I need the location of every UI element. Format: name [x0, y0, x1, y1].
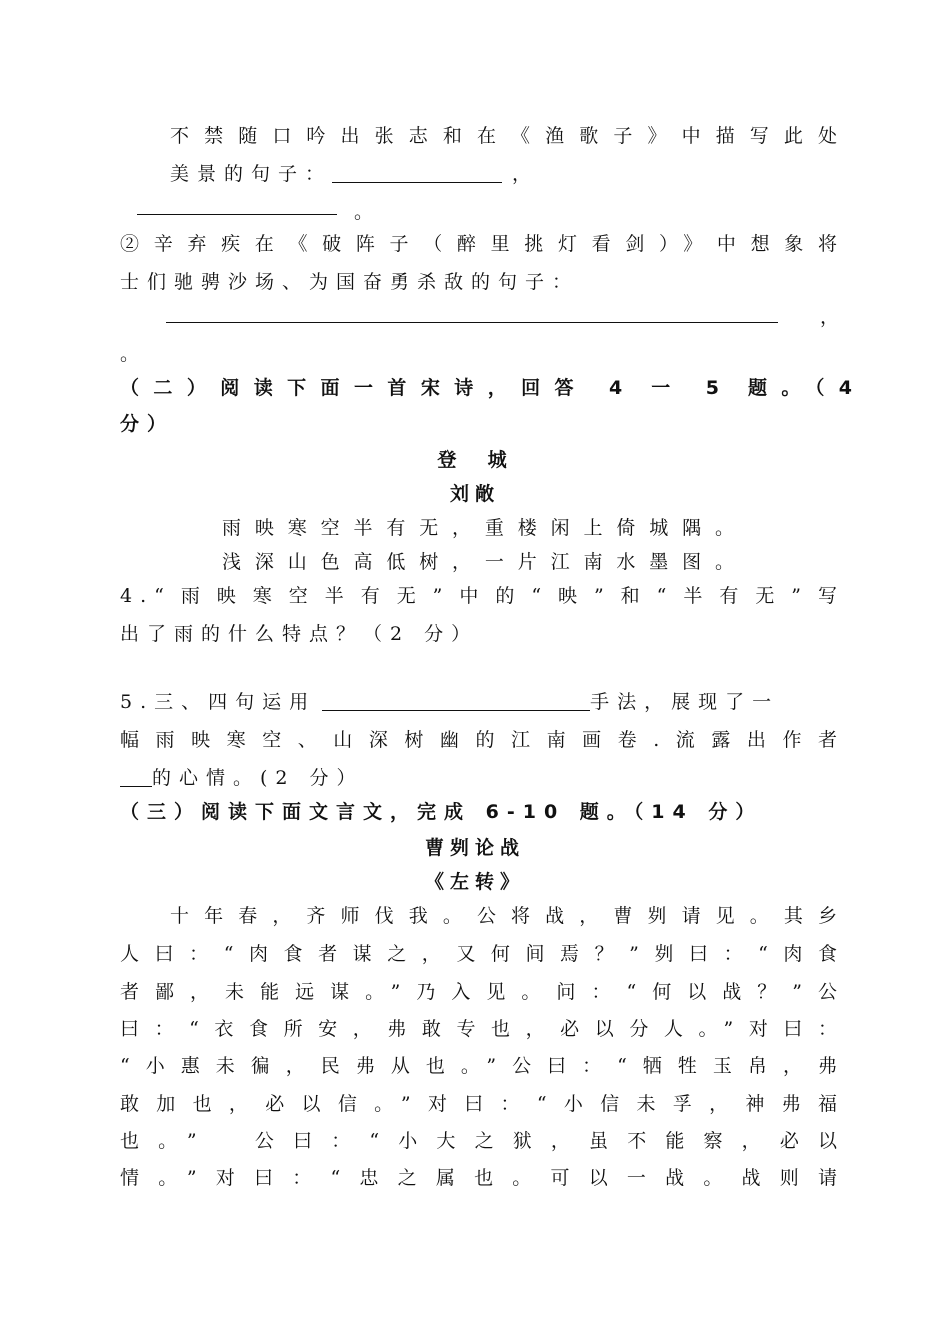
- passage-line-5: “小惠未徧，民弗从也。”公曰：“牺牲玉帛，弗: [120, 1055, 845, 1077]
- text-line-4: ②辛弃疾在《破阵子（醉里挑灯看剑）》中想象将: [120, 233, 845, 255]
- q5-suffix: 手法，展现了一: [590, 691, 780, 713]
- poem-line-2: 浅深山色高低树，一片江南水墨图。: [222, 551, 742, 573]
- poem-line-1: 雨映寒空半有无，重楼闲上倚城隅。: [222, 517, 742, 539]
- poem-title: 登 城: [437, 449, 513, 471]
- question-5-line-2: 幅雨映寒空、山深树幽的江南画卷.流露出作者: [120, 729, 845, 751]
- passage-line-6: 敢加也，必以信。”对曰：“小信未孚，神弗福: [120, 1093, 845, 1115]
- line6-end: ，: [820, 306, 840, 328]
- line3-end: 。: [354, 201, 374, 223]
- question-5-line-1: [120, 688, 845, 716]
- answer-blank-5[interactable]: [120, 766, 152, 787]
- text-line-1: 不禁随口吟出张志和在《渔歌子》中描写此处: [170, 125, 845, 147]
- answer-blank-2[interactable]: [137, 214, 337, 215]
- passage-line-4: 曰：“衣食所安，弗敢专也，必以分人。”对曰：: [120, 1018, 845, 1040]
- passage-line-2: 人曰：“肉食者谋之，又何间焉？”刿曰：“肉食: [120, 943, 845, 965]
- passage-line-8: 情。”对曰：“忠之属也。可以一战。战则请: [120, 1167, 845, 1189]
- line2-suffix: ，: [512, 163, 540, 185]
- text-line-5: 士们驰骋沙场、为国奋勇杀敌的句子：: [120, 271, 580, 293]
- passage-line-1: 十年春，齐师伐我。公将战，曹刿请见。其乡: [170, 905, 845, 927]
- answer-blank-3[interactable]: [166, 322, 778, 323]
- question-4-line-2: 出了雨的什么特点？（2 分）: [120, 623, 479, 645]
- question-5-line-3: [120, 764, 845, 792]
- poem-author: 刘敞: [449, 483, 500, 505]
- passage-source: 《左转》: [424, 871, 525, 893]
- passage-line-3: 者鄙，未能远谋。”乃入见。问：“何以战？”公: [120, 981, 845, 1003]
- passage-line-7: 也。” 公曰：“小大之狱，虽不能察，必以: [120, 1130, 845, 1152]
- text-line-2: [170, 160, 590, 188]
- answer-blank-1[interactable]: [332, 162, 502, 183]
- q5-line3-text: 的心情。(2 分）: [152, 767, 364, 789]
- line7-end: 。: [120, 343, 140, 365]
- line2-prefix: 美景的句子：: [170, 163, 333, 185]
- q5-prefix: 5.三、四句运用: [120, 691, 317, 713]
- section2-heading-cont: 分）: [120, 413, 175, 435]
- answer-blank-4[interactable]: [322, 690, 590, 711]
- question-4-line-1: 4.“雨映寒空半有无”中的“映”和“半有无”写: [120, 585, 845, 607]
- section2-heading: （二）阅读下面一首宋诗，回答 4 一 5 题。（4: [120, 377, 860, 399]
- section3-heading: （三）阅读下面文言文，完成 6-10 题。（14 分）: [120, 801, 763, 823]
- passage-title: 曹刿论战: [424, 837, 525, 859]
